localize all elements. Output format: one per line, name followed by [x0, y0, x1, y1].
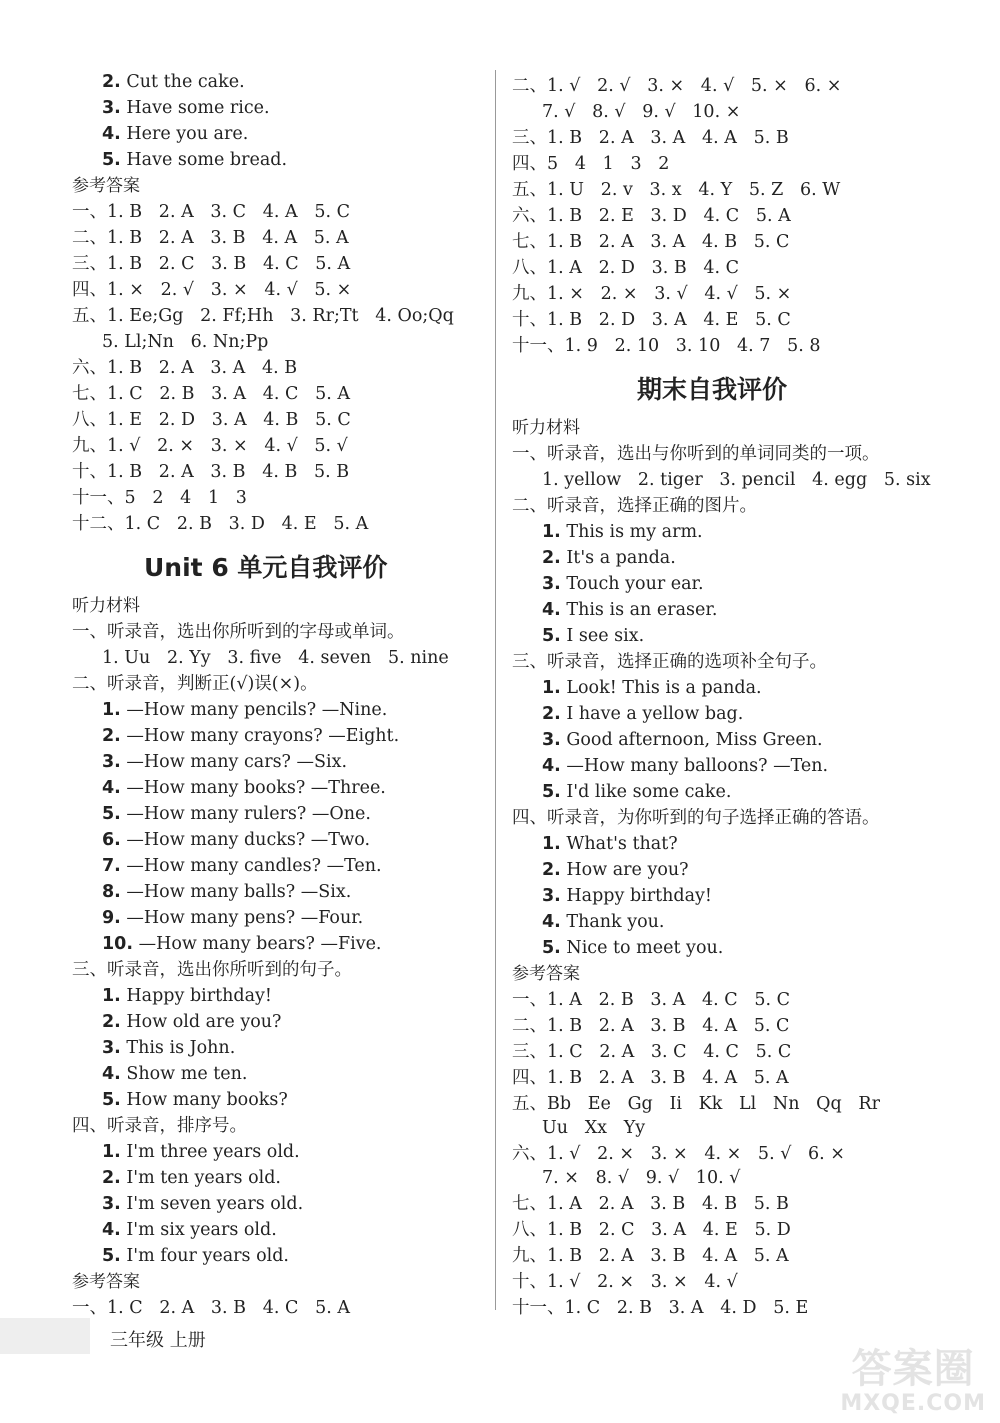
text-line	[542, 780, 731, 804]
item-number: 2.	[542, 548, 561, 568]
text-line	[102, 698, 387, 722]
text-line	[542, 754, 828, 778]
line-text: Here you are.	[120, 124, 249, 144]
item-number: 3.	[102, 1194, 121, 1214]
line-text: —How many crayons? —Eight.	[120, 726, 400, 746]
text-line	[72, 252, 350, 276]
line-text: How many books?	[120, 1090, 288, 1110]
text-line	[72, 1296, 350, 1320]
text-line	[512, 308, 791, 332]
text-line	[542, 468, 931, 492]
text-line	[102, 1218, 277, 1242]
text-line	[102, 70, 245, 94]
line-text: 十、1. B 2. D 3. A 4. E 5. C	[512, 310, 791, 330]
line-text: 1. yellow 2. tiger 3. pencil 4. egg 5. six	[542, 470, 931, 490]
line-text: —How many ducks? —Two.	[120, 830, 371, 850]
line-text: 三、1. B 2. C 3. B 4. C 5. A	[72, 254, 351, 274]
text-line	[542, 728, 823, 752]
line-text: 七、1. A 2. A 3. B 4. B 5. B	[512, 1194, 789, 1214]
text-line	[512, 1092, 880, 1116]
watermark	[840, 1347, 986, 1417]
text-line	[102, 1088, 288, 1112]
line-text: I'm seven years old.	[120, 1194, 304, 1214]
line-text: 十二、1. C 2. B 3. D 4. E 5. A	[72, 514, 369, 534]
text-line	[102, 984, 272, 1008]
text-line	[102, 828, 370, 852]
text-line	[102, 1192, 303, 1216]
text-line	[542, 1116, 645, 1140]
line-text: 四、听录音，排序号。	[72, 1116, 247, 1136]
text-line	[102, 1244, 289, 1268]
line-text: 三、听录音，选出你所听到的句子。	[72, 960, 352, 980]
text-line	[512, 74, 841, 98]
text-line	[542, 858, 689, 882]
section-heading	[72, 174, 140, 198]
item-number: 5.	[102, 1246, 121, 1266]
line-text: Happy birthday!	[120, 986, 272, 1006]
text-line	[542, 910, 664, 934]
footer-label: 三年级 上册	[110, 1330, 206, 1351]
line-text: Thank you.	[560, 912, 665, 932]
line-text: 三、1. C 2. A 3. C 4. C 5. C	[512, 1042, 792, 1062]
text-line	[72, 672, 318, 696]
item-number: 5.	[102, 1090, 121, 1110]
text-line	[512, 204, 791, 228]
line-text: 九、1. × 2. × 3. √ 4. √ 5. ×	[512, 284, 792, 304]
item-number: 4.	[102, 1220, 121, 1240]
item-number: 5.	[542, 938, 561, 958]
line-text: —How many pens? —Four.	[120, 908, 364, 928]
text-line	[542, 832, 678, 856]
line-text: It's a panda.	[560, 548, 676, 568]
line-text: Have some bread.	[120, 150, 288, 170]
line-text: 一、1. A 2. B 3. A 4. C 5. C	[512, 990, 790, 1010]
text-line	[102, 646, 449, 670]
line-text: 八、1. E 2. D 3. A 4. B 5. C	[72, 410, 351, 430]
text-line	[102, 1140, 300, 1164]
text-line	[102, 932, 382, 956]
line-text: This is an eraser.	[560, 600, 718, 620]
item-number: 2.	[102, 1168, 121, 1188]
text-line	[512, 1244, 789, 1268]
item-number: 3.	[102, 1038, 121, 1058]
text-line	[102, 1010, 281, 1034]
text-line	[72, 512, 368, 536]
item-number: 1.	[542, 834, 561, 854]
line-text: —How many candles? —Ten.	[120, 856, 382, 876]
line-text: 参考答案	[512, 964, 580, 984]
column-divider	[495, 70, 496, 1310]
line-text: Uu Xx Yy	[542, 1118, 646, 1138]
line-text: 四、听录音，为你听到的句子选择正确的答语。	[512, 808, 880, 828]
text-line	[512, 282, 791, 306]
line-text: 听力材料	[72, 596, 140, 616]
line-text: 五、1. U 2. v 3. x 4. Y 5. Z 6. W	[512, 180, 841, 200]
item-number: 1.	[102, 986, 121, 1006]
line-text: —How many balloons? —Ten.	[560, 756, 829, 776]
item-number: 3.	[102, 98, 121, 118]
line-text: This is John.	[120, 1038, 236, 1058]
line-text: 二、1. B 2. A 3. B 4. A 5. A	[72, 228, 349, 248]
line-text: 五、Bb Ee Gg Ii Kk Ll Nn Qq Rr	[512, 1094, 880, 1114]
line-text: 四、1. × 2. √ 3. × 4. √ 5. ×	[72, 280, 352, 300]
text-line	[72, 486, 247, 510]
line-text: Touch your ear.	[560, 574, 704, 594]
line-text: 参考答案	[72, 176, 140, 196]
text-line	[512, 1270, 738, 1294]
line-text: Look! This is a panda.	[560, 678, 762, 698]
text-line	[512, 230, 789, 254]
item-number: 3.	[102, 752, 121, 772]
text-line	[72, 278, 351, 302]
text-line	[72, 460, 349, 484]
item-number: 1.	[102, 1142, 121, 1162]
line-text: How are you?	[560, 860, 689, 880]
text-line	[72, 356, 297, 380]
text-line	[512, 1142, 845, 1166]
item-number: 4.	[102, 124, 121, 144]
item-number: 9.	[102, 908, 121, 928]
text-line	[512, 1040, 791, 1064]
item-number: 4.	[542, 756, 561, 776]
text-line	[512, 1296, 808, 1320]
item-number: 7.	[102, 856, 121, 876]
text-line	[102, 854, 382, 878]
text-line	[102, 776, 386, 800]
line-text: This is my arm.	[560, 522, 703, 542]
line-text: 十、1. B 2. A 3. B 4. B 5. B	[72, 462, 350, 482]
text-line	[512, 1218, 791, 1242]
line-text: What's that?	[560, 834, 678, 854]
text-line	[512, 256, 739, 280]
line-text: 五、1. Ee;Gg 2. Ff;Hh 3. Rr;Tt 4. Oo;Qq	[72, 306, 454, 326]
item-number: 5.	[102, 804, 121, 824]
line-text: I'm six years old.	[120, 1220, 277, 1240]
line-text: 三、1. B 2. A 3. A 4. A 5. B	[512, 128, 789, 148]
text-line	[102, 1166, 281, 1190]
text-line	[72, 200, 350, 224]
line-text: —How many balls? —Six.	[120, 882, 352, 902]
text-line	[542, 598, 717, 622]
text-line	[102, 724, 399, 748]
line-text: 一、1. C 2. A 3. B 4. C 5. A	[72, 1298, 350, 1318]
item-number: 1.	[542, 678, 561, 698]
line-text: Good afternoon, Miss Green.	[560, 730, 823, 750]
line-text: I'm three years old.	[120, 1142, 300, 1162]
line-text: 四、5 4 1 3 2	[512, 154, 670, 174]
item-number: 1.	[102, 700, 121, 720]
line-text: I'd like some cake.	[560, 782, 732, 802]
section-heading	[512, 962, 580, 986]
line-text: 二、听录音，选择正确的图片。	[512, 496, 757, 516]
item-number: 3.	[542, 730, 561, 750]
text-line	[542, 546, 676, 570]
line-text: 十一、5 2 4 1 3	[72, 488, 247, 508]
line-text: —How many bears? —Five.	[133, 934, 382, 954]
line-text: Cut the cake.	[120, 72, 245, 92]
item-number: 4.	[542, 600, 561, 620]
item-number: 1.	[542, 522, 561, 542]
text-line	[72, 1114, 247, 1138]
section-heading	[72, 1270, 140, 1294]
line-text: 二、听录音，判断正(√)误(×)。	[72, 674, 318, 694]
item-number: 10.	[102, 934, 134, 954]
item-number: 5.	[542, 782, 561, 802]
text-line	[512, 126, 789, 150]
line-text: I have a yellow bag.	[560, 704, 744, 724]
line-text: 二、1. √ 2. √ 3. × 4. √ 5. × 6. ×	[512, 76, 842, 96]
line-text: I'm four years old.	[120, 1246, 289, 1266]
text-line	[102, 1036, 235, 1060]
text-line	[542, 1166, 740, 1190]
text-line	[512, 806, 880, 830]
line-text: Happy birthday!	[560, 886, 712, 906]
text-line	[72, 304, 454, 328]
text-line	[102, 148, 287, 172]
line-text: 八、1. A 2. D 3. B 4. C	[512, 258, 740, 278]
text-line	[72, 434, 348, 458]
text-line	[542, 572, 704, 596]
final-title: 期末自我评价	[637, 375, 788, 404]
line-text: 十、1. √ 2. × 3. × 4. √	[512, 1272, 738, 1292]
line-text: 1. Uu 2. Yy 3. five 4. seven 5. nine	[102, 648, 449, 668]
line-text: 7. √ 8. √ 9. √ 10. ×	[542, 102, 741, 122]
line-text: 六、1. B 2. A 3. A 4. B	[72, 358, 298, 378]
item-number: 6.	[102, 830, 121, 850]
line-text: 七、1. C 2. B 3. A 4. C 5. A	[72, 384, 350, 404]
watermark-logo: 答案圈	[851, 1346, 975, 1392]
line-text: 7. × 8. √ 9. √ 10. √	[542, 1168, 741, 1188]
line-text: I see six.	[560, 626, 645, 646]
line-text: 六、1. B 2. E 3. D 4. C 5. A	[512, 206, 791, 226]
text-line	[72, 226, 349, 250]
text-line	[102, 802, 371, 826]
line-text: Nice to meet you.	[560, 938, 724, 958]
text-line	[72, 958, 352, 982]
item-number: 3.	[542, 574, 561, 594]
item-number: 5.	[542, 626, 561, 646]
text-line	[102, 750, 347, 774]
text-line	[542, 884, 712, 908]
text-line	[542, 520, 703, 544]
line-text: —How many pencils? —Nine.	[120, 700, 388, 720]
footer-mark	[0, 1318, 90, 1354]
line-text: 八、1. B 2. C 3. A 4. E 5. D	[512, 1220, 791, 1240]
text-line	[542, 936, 723, 960]
text-line	[102, 1062, 247, 1086]
text-line	[72, 408, 351, 432]
line-text: 十一、1. 9 2. 10 3. 10 4. 7 5. 8	[512, 336, 821, 356]
text-line	[512, 988, 790, 1012]
watermark-url: MXQE.COM	[840, 1391, 986, 1416]
text-line	[102, 906, 363, 930]
text-line	[102, 122, 248, 146]
text-line	[542, 676, 762, 700]
text-line	[102, 96, 270, 120]
item-number: 4.	[542, 912, 561, 932]
line-text: 一、听录音，选出与你听到的单词同类的一项。	[512, 444, 880, 464]
unit6-title: Unit 6 单元自我评价	[144, 553, 388, 582]
item-number: 2.	[102, 726, 121, 746]
line-text: 九、1. B 2. A 3. B 4. A 5. A	[512, 1246, 789, 1266]
text-line	[512, 494, 757, 518]
line-text: 四、1. B 2. A 3. B 4. A 5. A	[512, 1068, 789, 1088]
text-line	[542, 624, 644, 648]
line-text: —How many rulers? —One.	[120, 804, 371, 824]
line-text: 参考答案	[72, 1272, 140, 1292]
line-text: 5. Ll;Nn 6. Nn;Pp	[102, 332, 269, 352]
text-line	[512, 1066, 789, 1090]
line-text: 七、1. B 2. A 3. A 4. B 5. C	[512, 232, 790, 252]
item-number: 2.	[102, 72, 121, 92]
text-line	[102, 880, 351, 904]
text-line	[102, 330, 268, 354]
line-text: 十一、1. C 2. B 3. A 4. D 5. E	[512, 1298, 809, 1318]
line-text: —How many books? —Three.	[120, 778, 386, 798]
item-number: 2.	[542, 704, 561, 724]
item-number: 2.	[542, 860, 561, 880]
line-text: Have some rice.	[120, 98, 270, 118]
text-line	[72, 382, 350, 406]
text-line	[512, 334, 821, 358]
text-line	[512, 152, 669, 176]
text-line	[512, 442, 880, 466]
item-number: 5.	[102, 150, 121, 170]
line-text: Show me ten.	[120, 1064, 248, 1084]
item-number: 2.	[102, 1012, 121, 1032]
item-number: 4.	[102, 778, 121, 798]
section-heading	[512, 416, 580, 440]
text-line	[512, 650, 827, 674]
line-text: How old are you?	[120, 1012, 282, 1032]
line-text: 九、1. √ 2. × 3. × 4. √ 5. √	[72, 436, 348, 456]
text-line	[512, 1192, 789, 1216]
item-number: 8.	[102, 882, 121, 902]
text-line	[542, 702, 743, 726]
line-text: I'm ten years old.	[120, 1168, 281, 1188]
line-text: 二、1. B 2. A 3. B 4. A 5. C	[512, 1016, 790, 1036]
line-text: 一、听录音，选出你所听到的字母或单词。	[72, 622, 405, 642]
text-line	[72, 620, 405, 644]
text-line	[542, 100, 740, 124]
item-number: 4.	[102, 1064, 121, 1084]
line-text: —How many cars? —Six.	[120, 752, 348, 772]
text-line	[512, 1014, 789, 1038]
item-number: 3.	[542, 886, 561, 906]
line-text: 六、1. √ 2. × 3. × 4. × 5. √ 6. ×	[512, 1144, 845, 1164]
line-text: 三、听录音，选择正确的选项补全句子。	[512, 652, 827, 672]
line-text: 听力材料	[512, 418, 580, 438]
text-line	[512, 178, 840, 202]
line-text: 一、1. B 2. A 3. C 4. A 5. C	[72, 202, 350, 222]
section-heading	[72, 594, 140, 618]
